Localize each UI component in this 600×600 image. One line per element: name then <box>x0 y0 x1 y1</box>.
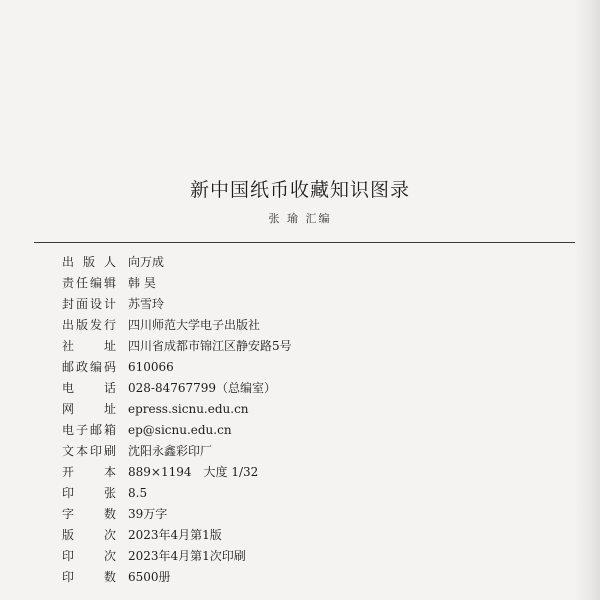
imprint-value: ep@sicnu.edu.cn <box>128 423 232 437</box>
imprint-row-address <box>62 336 562 357</box>
imprint-row-format <box>62 462 562 483</box>
imprint-label <box>62 273 116 294</box>
imprint-row-distributor <box>62 315 562 336</box>
imprint-label-char: 次 <box>103 528 116 542</box>
imprint-row-phone <box>62 378 562 399</box>
imprint-label-char: 发 <box>89 318 102 332</box>
imprint-label-char: 刷 <box>103 444 116 458</box>
imprint-label-char: 出 <box>62 255 75 269</box>
imprint-row-printing <box>62 546 562 567</box>
imprint-label-char: 址 <box>103 402 116 416</box>
imprint-label-char: 网 <box>62 402 75 416</box>
imprint-value: 沈阳永鑫彩印厂 <box>128 444 213 458</box>
imprint-label-char: 行 <box>103 318 116 332</box>
imprint-label-char: 编 <box>89 360 102 374</box>
imprint-label <box>62 567 116 588</box>
imprint-row-word-count <box>62 504 562 525</box>
imprint-row-printer <box>62 441 562 462</box>
imprint-value: 028-84767799（总编室） <box>128 381 277 395</box>
imprint-label <box>62 546 116 567</box>
imprint-label <box>62 399 116 420</box>
imprint-label-char: 码 <box>103 360 116 374</box>
imprint-label-char: 数 <box>103 507 116 521</box>
imprint-label-char: 印 <box>62 486 75 500</box>
imprint-row-publisher <box>62 252 562 273</box>
imprint-value: 2023年4月第1版 <box>128 528 222 542</box>
imprint-label-char: 计 <box>103 297 116 311</box>
imprint-label-char: 数 <box>103 570 116 584</box>
imprint-label-char: 址 <box>103 339 116 353</box>
imprint-value: 四川师范大学电子出版社 <box>128 318 261 332</box>
divider-rule <box>34 242 575 243</box>
imprint-value: epress.sicnu.edu.cn <box>128 402 249 416</box>
imprint-label-char: 邮 <box>89 423 102 437</box>
imprint-value: 2023年4月第1次印刷 <box>128 549 246 563</box>
imprint-label-char: 次 <box>103 549 116 563</box>
imprint-label-char: 封 <box>62 297 75 311</box>
imprint-label-char: 本 <box>75 444 88 458</box>
imprint-label <box>62 483 116 504</box>
imprint-label-char: 设 <box>89 297 102 311</box>
imprint-label-char: 字 <box>62 507 75 521</box>
imprint-label <box>62 357 116 378</box>
imprint-label-char: 版 <box>82 255 95 269</box>
imprint-label-char: 邮 <box>62 360 75 374</box>
imprint-row-cover-design <box>62 294 562 315</box>
imprint-label-char: 面 <box>75 297 88 311</box>
imprint-label-char: 版 <box>62 528 75 542</box>
imprint-value: 39万字 <box>128 507 168 521</box>
imprint-label-char: 出 <box>62 318 75 332</box>
imprint-label-char: 子 <box>75 423 88 437</box>
imprint-label-char: 责 <box>62 276 75 290</box>
imprint-label-char: 编 <box>89 276 102 290</box>
imprint-value: 向万成 <box>128 255 165 269</box>
imprint-label-char: 箱 <box>103 423 116 437</box>
imprint-value: 苏雪玲 <box>128 297 165 311</box>
imprint-label-char: 人 <box>103 255 116 269</box>
imprint-row-postcode <box>62 357 562 378</box>
imprint-label-char: 版 <box>75 318 88 332</box>
imprint-label <box>62 378 116 399</box>
imprint-label-char: 话 <box>103 381 116 395</box>
imprint-value: 四川省成都市锦江区静安路5号 <box>128 339 292 353</box>
imprint-label-char: 政 <box>75 360 88 374</box>
imprint-list <box>62 252 562 588</box>
imprint-label-char: 张 <box>103 486 116 500</box>
imprint-label-char: 辑 <box>103 276 116 290</box>
imprint-row-email <box>62 420 562 441</box>
imprint-row-editor <box>62 273 562 294</box>
imprint-value: 8.5 <box>128 486 148 500</box>
imprint-label <box>62 336 116 357</box>
imprint-label-char: 开 <box>62 465 75 479</box>
imprint-row-website <box>62 399 562 420</box>
imprint-label-char: 印 <box>89 444 102 458</box>
imprint-label-char: 本 <box>103 465 116 479</box>
imprint-label-char: 任 <box>75 276 88 290</box>
imprint-label <box>62 504 116 525</box>
imprint-label-char: 印 <box>62 570 75 584</box>
imprint-value: 889×1194 大度 1/32 <box>128 465 259 479</box>
imprint-label <box>62 462 116 483</box>
imprint-label-char: 印 <box>62 549 75 563</box>
imprint-label <box>62 315 116 336</box>
imprint-label <box>62 525 116 546</box>
imprint-label <box>62 294 116 315</box>
imprint-row-sheets <box>62 483 562 504</box>
imprint-label-char: 文 <box>62 444 75 458</box>
imprint-value: 610066 <box>128 360 174 374</box>
page-edge-shadow <box>574 0 600 600</box>
imprint-label <box>62 420 116 441</box>
imprint-row-edition <box>62 525 562 546</box>
imprint-label <box>62 252 116 273</box>
imprint-value: 韩 昊 <box>128 276 156 290</box>
imprint-label <box>62 441 116 462</box>
imprint-row-print-run <box>62 567 562 588</box>
imprint-value: 6500册 <box>128 570 171 584</box>
imprint-label-char: 社 <box>62 339 75 353</box>
book-title: 新中国纸币收藏知识图录 <box>189 179 410 201</box>
imprint-label-char: 电 <box>62 423 75 437</box>
book-author: 张 瑜 汇编 <box>268 212 332 225</box>
imprint-label-char: 电 <box>62 381 75 395</box>
